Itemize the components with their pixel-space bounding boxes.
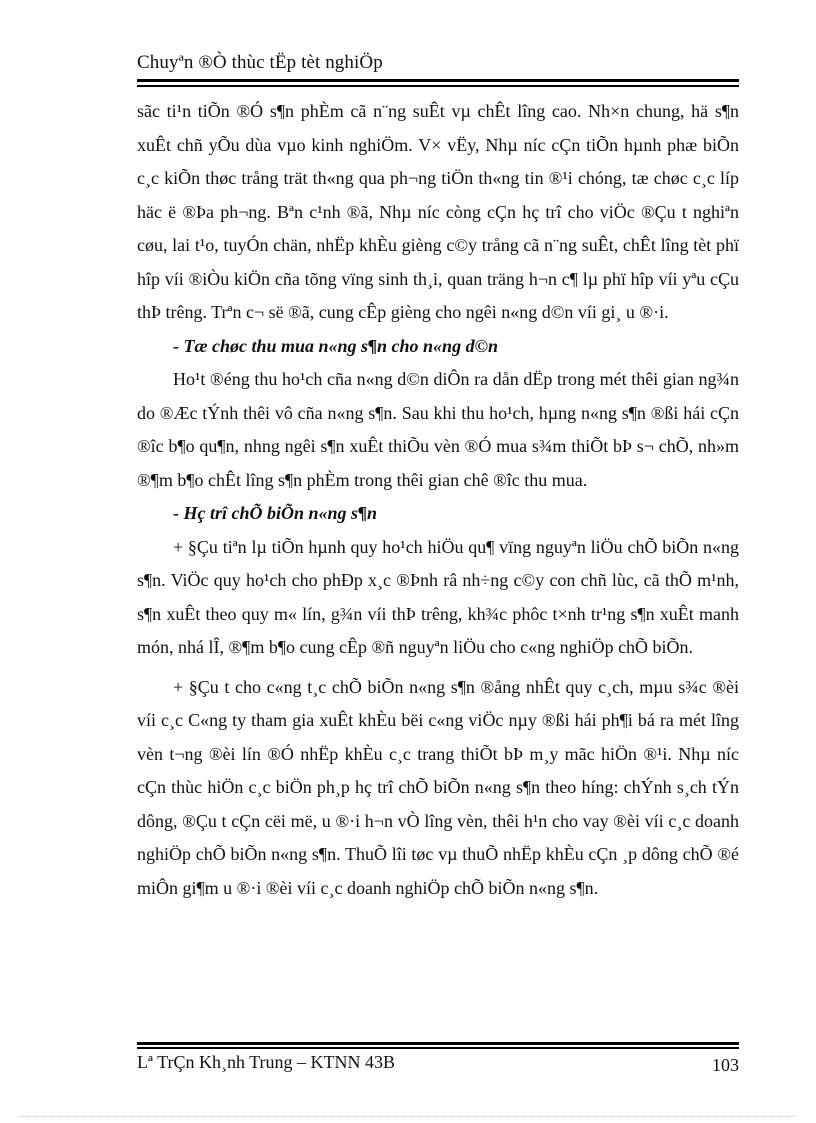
header-rule-thick (137, 79, 739, 82)
footer-rule-thick (137, 1042, 739, 1045)
body-paragraph: + §Çu t cho c«ng t¸c chÕ biÕn n«ng s¶n ®ång nhÊt quy c¸ch, mµu s¾c ®èi víi c¸c C«ng ty tham gia xuÊt khÈu bëi c«ng viÖc nµy ®ßi hái ph¶i bá ra mét lîng vèn t¬ng ®èi lín ®Ó nhËp khÈu c¸c trang thiÕt bÞ m¸y mãc hiÖn ®¹i. Nhµ níc cÇn thùc hiÖn c¸c biÖn ph¸p hç trî chÕ biÕn n«ng s¶n theo híng: chÝnh s¸ch tÝn dông, ®Çu t cÇn cëi më, u ®·i h¬n vÒ lîng vèn, thêi h¹n cho vay ®èi víi c¸c doanh nghiÖp chÕ biÕn n«ng s¶n. ThuÕ lîi tøc vµ thuÕ nhËp khÈu cÇn ¸p dông chÕ ®é miÔn gi¶m u ®·i ®èi víi c¸c doanh nghiÖp chÕ biÕn n«ng s¶n. (137, 676, 739, 898)
document-body (137, 95, 739, 905)
page-number: 103 (712, 1055, 739, 1075)
section-heading: - Tæ chøc thu mua n«ng s¶n cho n«ng d©n (173, 335, 499, 356)
page-header-title: Chuyªn ®Ò thùc tËp tèt nghiÖp (137, 52, 383, 73)
header-rule-thin (137, 85, 739, 87)
body-paragraph: + §Çu tiªn lµ tiÕn hµnh quy ho¹ch hiÖu qu¶ vïng nguyªn liÖu chÕ biÕn n«ng s¶n. ViÖc quy ho¹ch cho phÐp x¸c ®Þnh râ nh÷ng c©y con chñ lùc, cã thÕ m¹nh, s¶n xuÊt theo quy m« lín, g¾n víi thÞ trêng, kh¾c phôc t×nh tr¹ng s¶n xuÊt manh món, nhá lÎ, ®¶m b¶o cung cÊp ®ñ nguyªn liÖu cho c«ng nghiÖp chÕ biÕn. (137, 536, 739, 657)
body-paragraph: sãc ti¹n tiÕn ®Ó s¶n phÈm cã n¨ng suÊt vµ chÊt lîng cao. Nh×n chung, hä s¶n xuÊt chñ yÕu dùa vµo kinh nghiÖm. V× vËy, Nhµ níc cÇn tiÕn hµnh phæ biÕn c¸c kiÕn thøc trång trät th«ng qua ph¬ng tiÖn th«ng tin ®¹i chóng, tæ chøc c¸c líp häc ë ®Þa ph¬ng. Bªn c¹nh ®ã, Nhµ níc còng cÇn hç trî cho viÖc ®Çu t nghiªn cøu, lai t¹o, tuyÓn chän, nhËp khÈu gièng c©y trång cã n¨ng suÊt, chÊt lîng tèt phï hîp víi ®iÒu kiÖn cña tõng vïng sinh th¸i, quan träng h¬n c¶ lµ phï hîp víi yªu cÇu thÞ trêng. Trªn c¬ së ®ã, cung cÊp gièng cho ngêi n«ng d©n víi gi¸ u ®·i. (137, 101, 739, 322)
section-heading: - Hç trî chÕ biÕn n«ng s¶n (173, 503, 378, 523)
body-paragraph: Ho¹t ®éng thu ho¹ch cña n«ng d©n diÔn ra dån dËp trong mét thêi gian ng¾n do ®Æc tÝnh thêi vô cña n«ng s¶n. Sau khi thu ho¹ch, hµng n«ng s¶n ®ßi hái cÇn ®îc b¶o qu¶n, nhng ngêi s¶n xuÊt thiÕu vèn ®Ó mua s¾m thiÕt bÞ s¬ chÕ, nh»m ®¶m b¶o chÊt lîng s¶n phÈm trong thêi gian chê ®îc thu mua. (137, 369, 739, 490)
page-edge-divider (20, 1116, 796, 1117)
footer-rule-thin (137, 1047, 739, 1049)
footer-author: Lª TrÇn Kh¸nh Trung – KTNN 43B (137, 1052, 396, 1072)
